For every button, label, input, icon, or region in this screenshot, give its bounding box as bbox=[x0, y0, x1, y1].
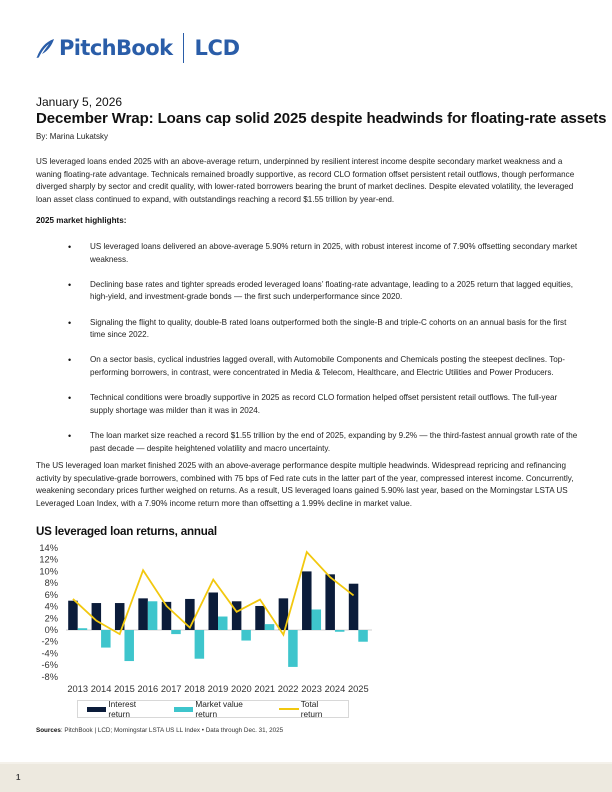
interest-bar bbox=[325, 574, 335, 630]
market-value-bar bbox=[101, 630, 111, 648]
x-tick-label: 2017 bbox=[160, 684, 182, 694]
x-tick-label: 2020 bbox=[231, 684, 252, 694]
article-date: January 5, 2026 bbox=[36, 95, 123, 109]
legend-total bbox=[279, 699, 339, 719]
highlight-item: • The loan market size reached a record $1.55 trillion by the end of 2025, expanding by 9.2% — the third-fastest annual growth rate of the past decade — despite heightened volatility and macro uncertainty. bbox=[68, 430, 578, 455]
y-tick-label: -2% bbox=[41, 636, 58, 647]
article-byline: By: Marina Lukatsky bbox=[36, 132, 109, 141]
y-tick-label: -8% bbox=[41, 671, 58, 682]
chart-legend bbox=[77, 700, 349, 718]
body-paragraph: The US leveraged loan market finished 2025 with an above-average performance despite multiple headwinds. Widespread repricing and refinancing activity by speculative-grade borrowers, combined with 75 bps of Fed rate cuts in the latter part of the year, compressed interest income. Concurrently, weakening secondary prices further weighed on returns. As a result, US leveraged loans gained 5.90% last year, based on the Morningstar LSTA US Leveraged Loan Index, with a 7.90% income return more than offsetting a 1.99% decline in market value. bbox=[36, 461, 574, 508]
market-value-bar bbox=[335, 630, 345, 632]
article-title: December Wrap: Loans cap solid 2025 despite headwinds for floating-rate assets bbox=[36, 110, 607, 127]
x-tick-label: 2022 bbox=[277, 684, 299, 694]
pitchbook-lcd-logo bbox=[34, 33, 240, 63]
x-tick-label: 2023 bbox=[301, 684, 322, 694]
market-value-bar bbox=[358, 630, 368, 642]
market-value-bar bbox=[241, 630, 251, 641]
y-tick-label: 2% bbox=[44, 613, 58, 624]
legend-label: Total return bbox=[300, 699, 323, 719]
pitchbook-feather-icon bbox=[34, 37, 56, 59]
y-tick-label: 4% bbox=[44, 601, 58, 612]
market-value-bar bbox=[288, 630, 298, 667]
logo-divider bbox=[183, 33, 184, 63]
intro-paragraph: US leveraged loans ended 2025 with an above-average return, underpinned by resilient interest income despite secondary market weakness and a waning floating-rate advantage. Technicals remained broadly supportive, as record CLO formation offset persistent retail outflows, though performance diverged sharply by sector and credit quality, with lower-rated borrowers bearing the brunt of market declines. Despite elevated volatility, the leveraged loan asset class continued to expand, with outstandings reaching a record $1.55 trillion by year-end. bbox=[36, 157, 575, 204]
interest-swatch-icon bbox=[87, 707, 106, 712]
interest-bar bbox=[209, 592, 219, 630]
x-tick-label: 2018 bbox=[184, 684, 205, 694]
sources-text: : PitchBook | LCD; Morningstar LSTA US LL Index • Data through Dec. 31, 2025 bbox=[60, 727, 284, 734]
highlight-item: • US leveraged loans delivered an above-average 5.90% return in 2025, with robust interest income of 7.90% offsetting secondary market weakness. bbox=[68, 241, 578, 266]
interest-bar bbox=[302, 571, 312, 630]
market-value-bar bbox=[218, 617, 228, 630]
interest-bar bbox=[255, 606, 265, 630]
market-value-bar bbox=[195, 630, 205, 659]
highlight-item: • Technical conditions were broadly supportive in 2025 as record CLO formation helped offset persistent retail outflows. The full-year supply shortage was milder than it was in 2024. bbox=[68, 392, 578, 417]
legend-label: Interest return bbox=[108, 699, 137, 719]
highlights-list bbox=[68, 241, 578, 468]
x-tick-label: 2014 bbox=[90, 684, 112, 694]
y-tick-label: 6% bbox=[44, 589, 58, 600]
chart-sources bbox=[36, 727, 283, 734]
market-value-bar bbox=[124, 630, 134, 661]
x-tick-label: 2015 bbox=[114, 684, 135, 694]
legend-market-value bbox=[174, 699, 261, 719]
interest-bar bbox=[68, 601, 78, 630]
y-tick-label: 14% bbox=[39, 542, 58, 553]
y-tick-label: -4% bbox=[41, 648, 58, 659]
page-footer bbox=[0, 762, 612, 792]
page-number: 1 bbox=[16, 773, 21, 782]
legend-label: Market value return bbox=[195, 699, 243, 719]
highlight-item: • Signaling the flight to quality, double-B rated loans outperformed both the single-B and triple-C cohorts on an annual basis for the first time since 2022. bbox=[68, 317, 578, 342]
x-tick-label: 2013 bbox=[67, 684, 89, 694]
y-tick-label: 12% bbox=[39, 554, 58, 565]
interest-bar bbox=[349, 584, 359, 630]
total-line-swatch-icon bbox=[279, 708, 298, 710]
x-tick-label: 2021 bbox=[254, 684, 276, 694]
market-value-bar bbox=[171, 630, 181, 634]
x-tick-label: 2019 bbox=[207, 684, 229, 694]
highlight-item: • Declining base rates and tighter spreads eroded leveraged loans’ floating-rate advantage, leading to a 2025 return that lagged equities, high-yield, and investment-grade bonds — the first such underperformance since 2020. bbox=[68, 279, 578, 304]
market-value-swatch-icon bbox=[174, 707, 193, 712]
brand-name: PitchBook bbox=[59, 36, 173, 60]
market-value-bar bbox=[78, 628, 88, 630]
market-value-bar bbox=[265, 624, 275, 630]
highlight-item: • On a sector basis, cyclical industries lagged overall, with Automobile Components and Chemicals posting the steepest declines. Top-performing borrowers, in contrast, were concentrated in Media & Telecom, Healthcare, and Electric Utilities and Power Producers. bbox=[68, 354, 578, 379]
chart-title: US leveraged loan returns, annual bbox=[36, 525, 217, 538]
y-tick-label: 0% bbox=[44, 625, 58, 635]
x-tick-label: 2024 bbox=[324, 684, 346, 694]
y-tick-label: -6% bbox=[41, 660, 58, 671]
legend-interest bbox=[87, 699, 156, 719]
y-tick-label: 8% bbox=[44, 578, 58, 589]
product-name: LCD bbox=[194, 36, 240, 60]
x-tick-label: 2016 bbox=[137, 684, 159, 694]
market-value-bar bbox=[312, 609, 322, 630]
interest-bar bbox=[232, 601, 242, 630]
y-tick-label: 10% bbox=[39, 566, 58, 577]
interest-bar bbox=[138, 598, 148, 630]
sources-label: Sources bbox=[36, 727, 61, 734]
highlights-heading: 2025 market highlights: bbox=[36, 216, 127, 225]
returns-chart bbox=[30, 540, 390, 700]
market-value-bar bbox=[148, 601, 158, 630]
x-tick-label: 2025 bbox=[347, 684, 369, 694]
